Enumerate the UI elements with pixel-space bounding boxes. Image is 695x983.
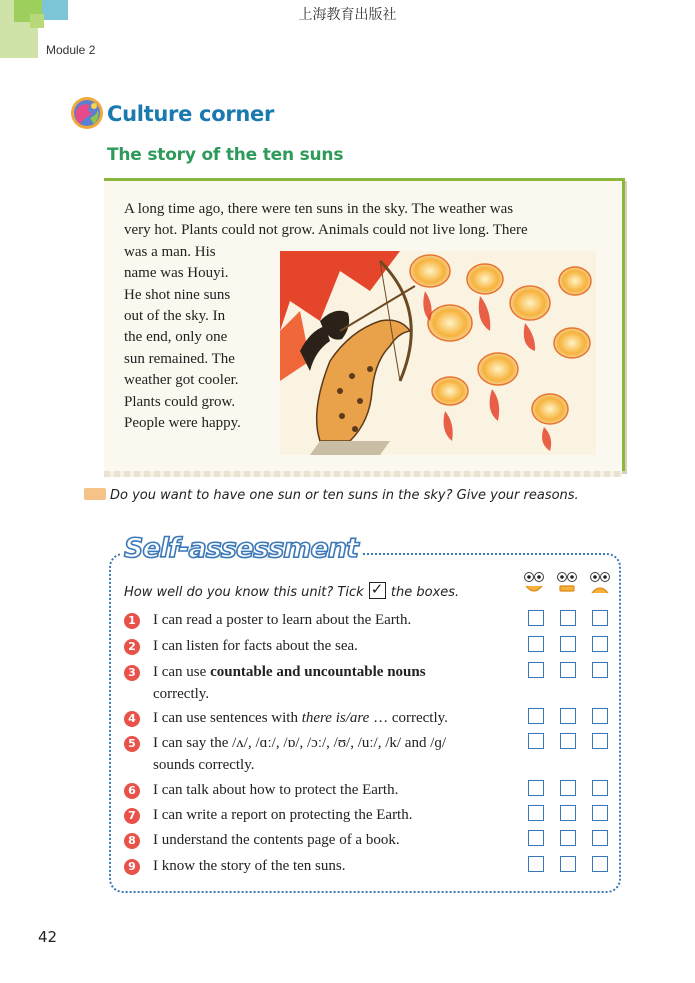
story-line: name was Houyi. <box>124 265 229 282</box>
checkbox-good[interactable] <box>528 830 544 846</box>
checkbox-good[interactable] <box>528 733 544 749</box>
item-checkboxes <box>528 805 618 823</box>
checkbox-good[interactable] <box>528 610 544 626</box>
story-line: out of the sky. In <box>124 308 226 325</box>
module-label: Module 2 <box>46 43 96 57</box>
checkbox-good[interactable] <box>528 856 544 872</box>
publisher-name: 上海教育出版社 <box>298 7 397 23</box>
item-number: 1 <box>124 613 140 629</box>
story-line: weather got cooler. <box>124 372 239 389</box>
item-text-italic: there is/are <box>301 710 370 726</box>
story-line: was a man. His <box>124 243 216 260</box>
checkbox-good[interactable] <box>528 662 544 678</box>
checkbox-ok[interactable] <box>560 733 576 749</box>
item-checkboxes <box>528 830 618 848</box>
self-assessment-title: Self-assessment <box>120 533 362 564</box>
rating-faces <box>522 571 614 601</box>
culture-corner-title: Culture corner <box>107 102 275 126</box>
checkbox-ok[interactable] <box>560 830 576 846</box>
item-text-part: correctly. <box>153 685 210 702</box>
item-text-part: I can use <box>153 664 211 680</box>
checkbox-poor[interactable] <box>592 733 608 749</box>
item-number: 2 <box>124 639 140 655</box>
checkbox-good[interactable] <box>528 636 544 652</box>
houyi-illustration <box>280 251 596 455</box>
item-number: 5 <box>124 736 140 752</box>
question-text: Do you want to have one sun or ten suns in the sky? Give your reasons. <box>110 488 579 503</box>
item-checkboxes <box>528 636 618 654</box>
checkbox-ok[interactable] <box>560 610 576 626</box>
story-line: A long time ago, there were ten suns in the sky. The weather was <box>124 201 514 217</box>
checkbox-poor[interactable] <box>592 636 608 652</box>
item-text <box>153 708 503 730</box>
instruction-text: the boxes. <box>390 585 460 600</box>
item-text-bold: countable and uncountable nouns <box>210 664 426 680</box>
item-text: I know the story of the ten suns. <box>153 858 346 874</box>
discussion-question <box>84 488 579 503</box>
tick-icon <box>369 582 386 599</box>
item-checkboxes <box>528 780 618 798</box>
item-checkboxes <box>528 662 618 680</box>
item-number: 9 <box>124 859 140 875</box>
page-number: 42 <box>38 928 58 946</box>
culture-globe-icon <box>70 96 104 130</box>
checkbox-poor[interactable] <box>592 780 608 796</box>
checkbox-poor[interactable] <box>592 805 608 821</box>
checkbox-ok[interactable] <box>560 805 576 821</box>
checkbox-ok[interactable] <box>560 780 576 796</box>
item-text: I can write a report on protecting the Earth. <box>153 807 413 823</box>
self-assessment-instruction <box>124 582 459 600</box>
sad-face-icon <box>588 571 612 597</box>
checkbox-poor[interactable] <box>592 662 608 678</box>
checkbox-ok[interactable] <box>560 636 576 652</box>
item-number: 8 <box>124 833 140 849</box>
story-line: He shot nine suns <box>124 286 231 303</box>
checkbox-good[interactable] <box>528 708 544 724</box>
checkbox-ok[interactable] <box>560 856 576 872</box>
item-text: I can listen for facts about the sea. <box>153 638 358 654</box>
item-text: I can read a poster to learn about the Earth. <box>153 612 412 628</box>
item-number: 7 <box>124 808 140 824</box>
item-text <box>153 662 503 705</box>
story-line: sun remained. The <box>124 350 235 367</box>
item-number: 3 <box>124 665 140 681</box>
checkbox-poor[interactable] <box>592 830 608 846</box>
item-checkboxes <box>528 708 618 726</box>
checkbox-poor[interactable] <box>592 856 608 872</box>
item-text: I understand the contents page of a book. <box>153 832 400 848</box>
instruction-text: How well do you know this unit? Tick <box>124 585 364 600</box>
story-line: People were happy. <box>124 415 241 432</box>
item-checkboxes <box>528 610 618 628</box>
item-checkboxes <box>528 856 618 874</box>
checkbox-poor[interactable] <box>592 708 608 724</box>
item-text-part: sounds correctly. <box>153 756 255 773</box>
item-number: 6 <box>124 783 140 799</box>
item-text-part: I can use sentences with <box>153 710 302 726</box>
item-number: 4 <box>124 711 140 727</box>
item-text-part: I can say the /ʌ/, /ɑː/, /ɒ/, /ɔː/, /ʊ/, /uː/, /k/ and /ɡ/ <box>153 735 447 751</box>
story-title: The story of the ten suns <box>107 145 344 165</box>
checkbox-good[interactable] <box>528 805 544 821</box>
item-text: I can talk about how to protect the Earth. <box>153 782 399 798</box>
story-line: the end, only one <box>124 329 228 346</box>
item-text <box>153 733 523 776</box>
checkbox-good[interactable] <box>528 780 544 796</box>
happy-face-icon <box>522 571 546 597</box>
checkbox-ok[interactable] <box>560 662 576 678</box>
question-marker-icon <box>84 488 106 500</box>
item-checkboxes <box>528 733 618 751</box>
story-line: very hot. Plants could not grow. Animals could not live long. There <box>124 222 528 239</box>
story-line: Plants could grow. <box>124 393 236 410</box>
item-text-part: … correctly. <box>369 710 448 726</box>
neutral-face-icon <box>555 571 579 597</box>
checkbox-poor[interactable] <box>592 610 608 626</box>
checkbox-ok[interactable] <box>560 708 576 724</box>
